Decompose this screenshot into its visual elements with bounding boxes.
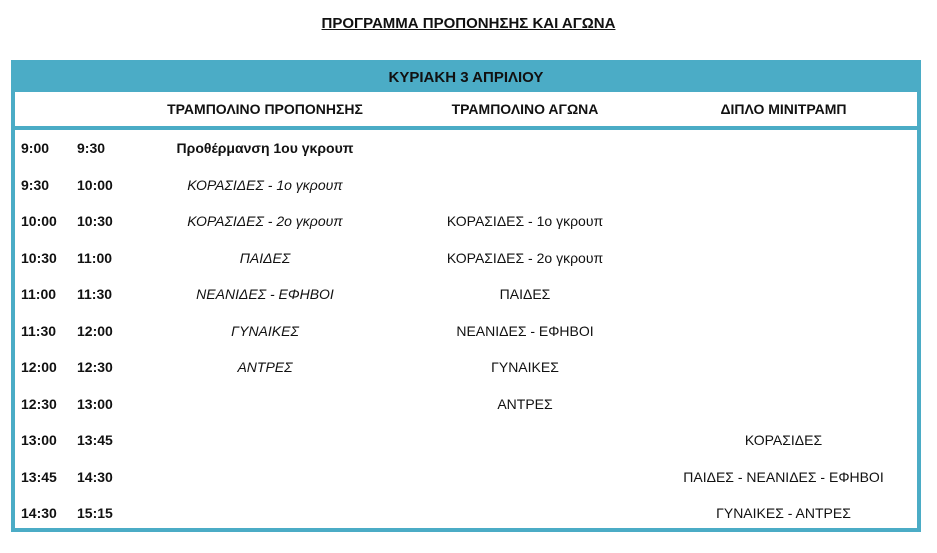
schedule-row [15, 459, 917, 496]
column-header-double-minitramp: ΔΙΠΛΟ ΜΙΝΙΤΡΑΜΠ [720, 101, 847, 117]
trampoline-competition-cell: ΑΝΤΡΕΣ [497, 395, 553, 412]
schedule-row [15, 203, 917, 240]
time-start: 10:00 [21, 213, 57, 229]
column-header-row [15, 92, 917, 130]
column-header-trampoline-competition: ΤΡΑΜΠΟΛΙΝΟ ΑΓΩΝΑ [451, 101, 599, 117]
time-end: 11:30 [77, 286, 113, 302]
time-start: 10:30 [21, 249, 57, 266]
time-end: 13:45 [77, 432, 113, 448]
trampoline-training-cell: ΝΕΑΝΙΔΕΣ - ΕΦΗΒΟΙ [196, 286, 334, 302]
double-minitramp-cell: ΚΟΡΑΣΙΔΕΣ [744, 432, 823, 448]
double-minitramp-cell: ΓΥΝΑΙΚΕΣ - ΑΝΤΡΕΣ [716, 505, 851, 521]
time-start: 11:30 [21, 322, 57, 339]
time-start: 12:30 [21, 395, 57, 412]
trampoline-training-cell: ΠΑΙΔΕΣ [239, 249, 291, 266]
schedule-table [11, 60, 921, 532]
schedule-row [15, 386, 917, 423]
trampoline-competition-cell: ΚΟΡΑΣΙΔΕΣ - 2ο γκρουπ [446, 249, 604, 266]
schedule-row [15, 240, 917, 277]
schedule-row [15, 167, 917, 204]
trampoline-training-cell: ΚΟΡΑΣΙΔΕΣ - 1ο γκρουπ [187, 176, 343, 193]
schedule-row [15, 276, 917, 313]
schedule-row [15, 495, 917, 532]
time-end: 12:30 [77, 359, 113, 375]
time-start: 13:00 [21, 432, 57, 448]
time-end: 9:30 [77, 140, 106, 156]
time-end: 13:00 [77, 395, 113, 412]
time-end: 14:30 [77, 468, 113, 485]
time-start: 13:45 [21, 468, 57, 485]
column-header-trampoline-training: ΤΡΑΜΠΟΛΙΝΟ ΠΡΟΠΟΝΗΣΗΣ [167, 101, 363, 117]
time-start: 14:30 [21, 505, 57, 521]
trampoline-training-cell: ΚΟΡΑΣΙΔΕΣ - 2ο γκρουπ [187, 213, 343, 229]
time-end: 11:00 [77, 249, 113, 266]
time-end: 15:15 [77, 505, 113, 521]
trampoline-competition-cell: ΠΑΙΔΕΣ [499, 286, 551, 302]
schedule-row [15, 130, 917, 167]
time-start: 9:30 [21, 176, 50, 193]
trampoline-competition-cell: ΚΟΡΑΣΙΔΕΣ - 1ο γκρουπ [446, 213, 604, 229]
document-title: ΠΡΟΓΡΑΜΜΑ ΠΡΟΠΟΝΗΣΗΣ ΚΑΙ ΑΓΩΝΑ [321, 15, 616, 32]
day-header: ΚΥΡΙΑΚΗ 3 ΑΠΡΙΛΙΟΥ [15, 64, 917, 92]
trampoline-training-cell: ΓΥΝΑΙΚΕΣ [231, 322, 299, 339]
time-end: 12:00 [77, 322, 113, 339]
trampoline-training-cell: Προθέρμανση 1ου γκρουπ [176, 140, 354, 156]
time-start: 12:00 [21, 359, 57, 375]
time-end: 10:00 [77, 176, 113, 193]
time-start: 11:00 [21, 286, 57, 302]
time-end: 10:30 [77, 213, 113, 229]
schedule-row [15, 422, 917, 459]
schedule-row [15, 349, 917, 386]
trampoline-competition-cell: ΝΕΑΝΙΔΕΣ - ΕΦΗΒΟΙ [456, 322, 594, 339]
trampoline-competition-cell: ΓΥΝΑΙΚΕΣ [491, 359, 559, 375]
double-minitramp-cell: ΠΑΙΔΕΣ - ΝΕΑΝΙΔΕΣ - ΕΦΗΒΟΙ [683, 468, 884, 485]
trampoline-training-cell: ΑΝΤΡΕΣ [237, 359, 293, 375]
schedule-row [15, 313, 917, 350]
time-start: 9:00 [21, 140, 50, 156]
